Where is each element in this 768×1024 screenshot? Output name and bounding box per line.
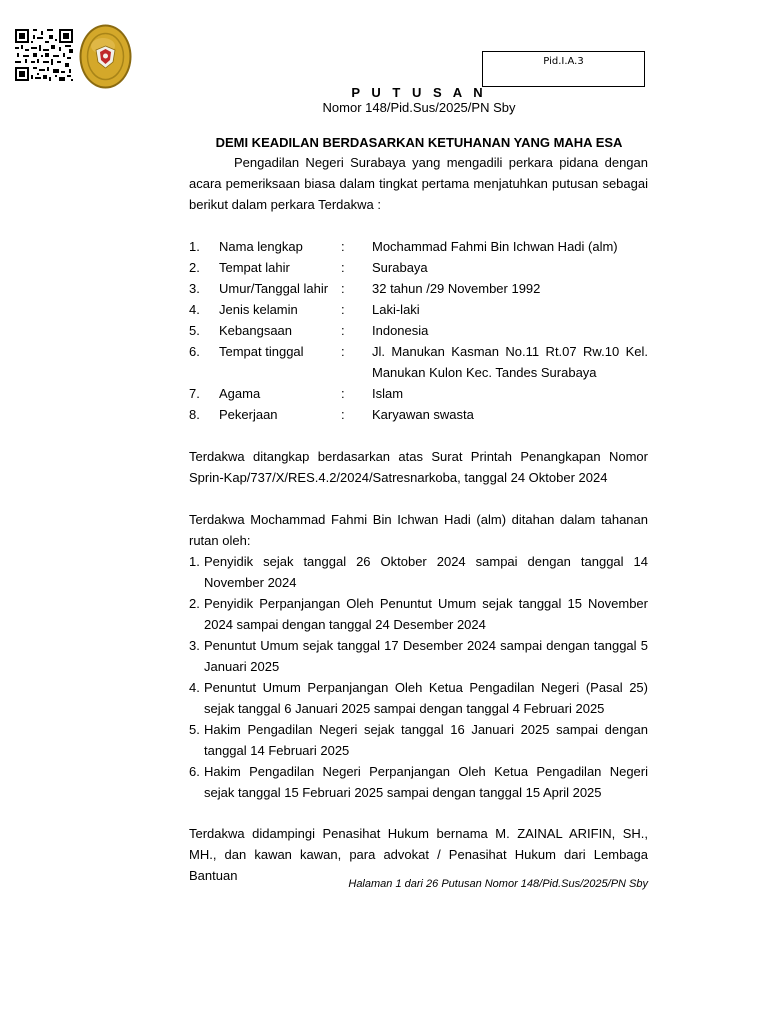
identity-colon: :	[341, 323, 345, 338]
identity-label: Nama lengkap	[219, 239, 303, 254]
detention-text: Hakim Pengadilan Negeri sejak tanggal 16 Januari 2025 sampai dengan tanggal 14 Februari 2025	[204, 722, 648, 758]
identity-label: Jenis kelamin	[219, 302, 298, 317]
identity-colon: :	[341, 302, 345, 317]
case-number: Nomor 148/Pid.Sus/2025/PN Sby	[322, 100, 516, 115]
identity-label: Umur/Tanggal lahir	[219, 281, 329, 296]
detention-intro-paragraph: Terdakwa Mochammad Fahmi Bin Ichwan Hadi (alm) ditahan dalam tahanan rutan oleh:	[189, 512, 648, 548]
identity-value: Laki-laki	[372, 302, 420, 317]
detention-number: 1.	[189, 554, 200, 569]
intro-paragraph: Pengadilan Negeri Surabaya yang mengadili perkara pidana dengan acara pemeriksaan biasa dalam tingkat pertama menjatuhkan putusan sebagai berikut dalam perkara Terdakwa :	[189, 155, 648, 212]
detention-text: Penyidik sejak tanggal 26 Oktober 2024 sampai dengan tanggal 14 November 2024	[204, 554, 648, 590]
detention-text: Penuntut Umum sejak tanggal 17 Desember 2024 sampai dengan tanggal 5 Januari 2025	[204, 638, 648, 674]
identity-colon: :	[341, 239, 345, 254]
identity-value: Mochammad Fahmi Bin Ichwan Hadi (alm)	[372, 239, 618, 254]
identity-number: 8.	[189, 407, 200, 422]
identity-value: Surabaya	[372, 260, 428, 275]
identity-label: Agama	[219, 386, 261, 401]
arrest-paragraph: Terdakwa ditangkap berdasarkan atas Surat Printah Penangkapan Nomor Sprin-Kap/737/X/RES.4.2/2024/Satresnarkoba, tanggal 24 Oktober 2024	[189, 449, 648, 485]
counsel-paragraph: Terdakwa didampingi Penasihat Hukum bernama M. ZAINAL ARIFIN, SH., MH., dan kawan kawan, para advokat / Penasihat Hukum dari Lembaga Bantuan	[189, 826, 648, 883]
identity-colon: :	[341, 407, 345, 422]
identity-value: Indonesia	[372, 323, 429, 338]
identity-label: Tempat lahir	[219, 260, 290, 275]
identity-number: 7.	[189, 386, 200, 401]
identity-value: Karyawan swasta	[372, 407, 474, 422]
identity-value: Islam	[372, 386, 404, 401]
identity-number: 3.	[189, 281, 200, 296]
identity-colon: :	[341, 344, 345, 359]
court-seal-logo	[79, 24, 132, 89]
identity-colon: :	[341, 260, 345, 275]
identity-label: Pekerjaan	[219, 407, 278, 422]
detention-text: Hakim Pengadilan Negeri Perpanjangan Oleh Ketua Pengadilan Negeri sejak tanggal 15 Februari 2025 sampai dengan tanggal 15 April 2025	[204, 764, 648, 800]
identity-value: Jl. Manukan Kasman No.11 Rt.07 Rw.10 Kel. Manukan Kulon Kec. Tandes Surabaya	[372, 344, 648, 380]
detention-number: 5.	[189, 722, 200, 737]
detention-number: 6.	[189, 764, 200, 779]
qr-code	[15, 29, 73, 81]
identity-number: 2.	[189, 260, 200, 275]
identity-label: Tempat tinggal	[219, 344, 304, 359]
identity-label: Kebangsaan	[219, 323, 293, 338]
detention-text: Penyidik Perpanjangan Oleh Penuntut Umum sejak tanggal 15 November 2024 sampai dengan tanggal 24 Desember 2024	[204, 596, 648, 632]
detention-number: 2.	[189, 596, 200, 611]
identity-colon: :	[341, 386, 345, 401]
identity-colon: :	[341, 281, 345, 296]
identity-number: 6.	[189, 344, 200, 359]
identity-value: 32 tahun /29 November 1992	[372, 281, 541, 296]
document-title: P U T U S A N	[351, 85, 487, 100]
identity-number: 1.	[189, 239, 200, 254]
identity-number: 5.	[189, 323, 200, 338]
detention-number: 4.	[189, 680, 200, 695]
document-heading: DEMI KEADILAN BERDASARKAN KETUHANAN YANG MAHA ESA	[215, 135, 623, 150]
detention-number: 3.	[189, 638, 200, 653]
detention-text: Penuntut Umum Perpanjangan Oleh Ketua Pengadilan Negeri (Pasal 25) sejak tanggal 6 Januari 2025 sampai dengan tanggal 4 Februari 2025	[204, 680, 648, 716]
identity-number: 4.	[189, 302, 200, 317]
document-code-box: Pid.I.A.3	[482, 51, 645, 87]
page-footer: Halaman 1 dari 26 Putusan Nomor 148/Pid.Sus/2025/PN Sby	[348, 878, 648, 890]
